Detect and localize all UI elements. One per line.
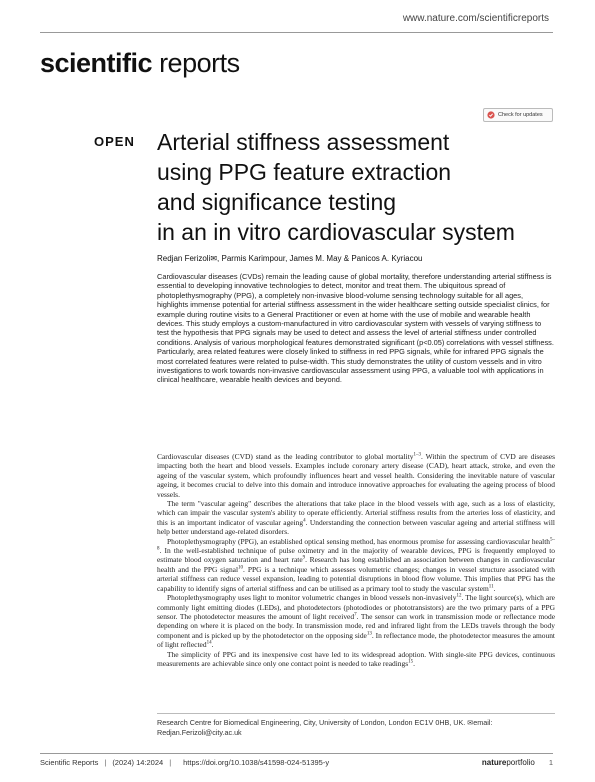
body-paragraph: The term "vascular ageing" describes the alterations that take place in the blood vessels with age, such as a loss of elasticity, which can impair the vascular system's ability to operate efficiently. Arterial stiffness results from the arteries loss of elasticity, and this is an important indicator of vascular ageing$^4$. Understanding the connection between vascular ageing and arterial stiffness will help better understand age-related disorders.: [157, 499, 555, 537]
check-for-updates-button[interactable]: [483, 108, 553, 122]
publisher-logo[interactable]: [482, 758, 535, 767]
affiliation-note: Research Centre for Biomedical Engineering, City, University of London, London EC1V 0HB, UK. ✉email: Redjan.Ferizoli@city.ac.uk: [157, 718, 493, 737]
publisher-logo-bold: nature: [481, 758, 507, 767]
header-divider: [40, 32, 553, 33]
journal-logo-light: reports: [159, 48, 240, 78]
footer-journal: Scientific Reports: [40, 758, 99, 767]
article-title: [157, 127, 557, 247]
citation-ref[interactable]: 11: [488, 584, 494, 590]
body-paragraph: Photoplethysmography uses light to monitor volumetric changes in blood vessels non-invasively$^{12}$. The light source(s), which are commonly light emitting diodes (LEDs), and photodetectors (photodiodes or phototransistors) are the two primary parts of a PPG sensor. The photodetector measures the amount of light received$^7$. The sensor can work in transmission mode or reflectance mode depending on where it is placed on the body. In transmission mode, red and infrared light from the LEDs travels through the body component and is picked up by the photodetector on the opposing side$^{13}$. In reflectance mode, the photodetector measures the amount of light reflected$^{14}$.: [157, 593, 556, 650]
citation-ref[interactable]: 9: [302, 555, 306, 561]
footer-separator: |: [169, 758, 172, 767]
citation-ref[interactable]: 15: [408, 659, 414, 665]
title-line: in an in vitro cardiovascular system: [157, 219, 515, 245]
citation-ref[interactable]: 12: [456, 593, 462, 599]
citation-ref[interactable]: 7: [354, 612, 357, 618]
crossmark-icon: [487, 111, 495, 119]
citation-ref[interactable]: 14: [206, 640, 212, 646]
title-line: using PPG feature extraction: [157, 159, 452, 185]
open-access-label: OPEN: [94, 134, 135, 149]
check-for-updates-label: Check for updates: [498, 112, 543, 118]
citation-ref[interactable]: 1–3: [413, 452, 421, 458]
footer-divider: [40, 753, 553, 754]
journal-url[interactable]: www.nature.com/scientificreports: [402, 13, 549, 24]
journal-logo[interactable]: [40, 50, 240, 77]
title-line: Arterial stiffness assessment: [157, 129, 450, 155]
citation-ref[interactable]: 4: [303, 518, 306, 524]
doi-link[interactable]: https://doi.org/10.1038/s41598-024-51395-y: [183, 758, 330, 767]
page-number: 1: [548, 758, 553, 767]
page-footer: [40, 758, 553, 767]
body-paragraph: The simplicity of PPG and its inexpensive cost have led to its widespread adoption. With single-site PPG devices, continuous measurements are achievable since only one contact point is needed to take readings$^{15}$.: [157, 649, 555, 668]
author-list[interactable]: Redjan Ferizoli✉, Parmis Karimpour, James M. May & Panicos A. Kyriacou: [157, 254, 423, 263]
footer-citation: (2024) 14:2024: [112, 758, 164, 767]
affiliation-divider: [157, 713, 555, 714]
footer-separator: |: [104, 758, 107, 767]
citation-ref[interactable]: 5–8: [157, 537, 555, 552]
journal-logo-bold: scientific: [40, 48, 153, 78]
title-line: and significance testing: [157, 189, 397, 215]
abstract: Cardiovascular diseases (CVDs) remain the leading cause of global mortality, therefore understanding arterial stiffness is essential to developing innovative technologies to detect, monitor and treat them. The ubiquitous spread of photoplethysmography (PPG), a completely non-invasive blood-volume sensing technology suitable for all ages, highlights immense potential for arterial stiffness assessment in the wider healthcare setting outside specialist clinics, for example during routine visits to a General Practitioner or even at home with the use of mobile and wearable health devices. This study employs a custom-manufactured in vitro cardiovascular system with vessels of varying stiffness to test the hypothesis that PPG signals may be used to detect and assess the level of arterial stiffness under controlled conditions. Analysis of various morphological features demonstrated significant (p<0.05) correlations with vessel stiffness. Particularly, area related features were closely linked to stiffness in red PPG signals, while for infrared PPG signals the most correlated features were related to pulse-width. This study demonstrates the utility of custom vessels and in vitro investigations to work towards non-invasive cardiovascular assessment using PPG, a valuable tool with applications in clinical healthcare, wearable health devices and beyond.: [157, 272, 554, 385]
body-paragraph: Cardiovascular diseases (CVD) stand as the leading contributor to global mortality$^{1-3}$. Within the spectrum of CVD are diseases impacting both the heart and blood vessels. Examples include coronary artery disease (CAD), heart attack, stroke, and even the ageing of the vascular system, which profoundly influences heart and vessel health. Considering the inevitable nature of vascular ageing, it becomes crucial to delve into this domain and introduce innovative approaches for evaluating the ageing process of blood vessels.: [157, 452, 555, 499]
body-paragraph: Photoplethysmography (PPG), an established optical sensing method, has enormous promise for assessing cardiovascular health$^{5-8}$. In the well-established technique of pulse oximetry and in the majority of wearable devices, PPG is frequently employed to estimate blood oxygen saturation and heart rate$^9$. Research has long established an association between changes in cardiovascular health and the PPG signal$^{10}$. PPG is a technique which assesses volumetric changes; changes in vessel structure associated with arterial stiffness can reduce vessel expansion, leading to potential disruptions in blood flow volume. This implies that PPG has the capability to identify signs of arterial stiffness and can be utilised as a primary tool to study the vascular system$^{11}$.: [157, 536, 555, 593]
publisher-logo-light: portfolio: [506, 758, 535, 767]
article-body: [157, 452, 555, 668]
citation-ref[interactable]: 10: [238, 565, 244, 571]
citation-ref[interactable]: 13: [366, 631, 372, 637]
